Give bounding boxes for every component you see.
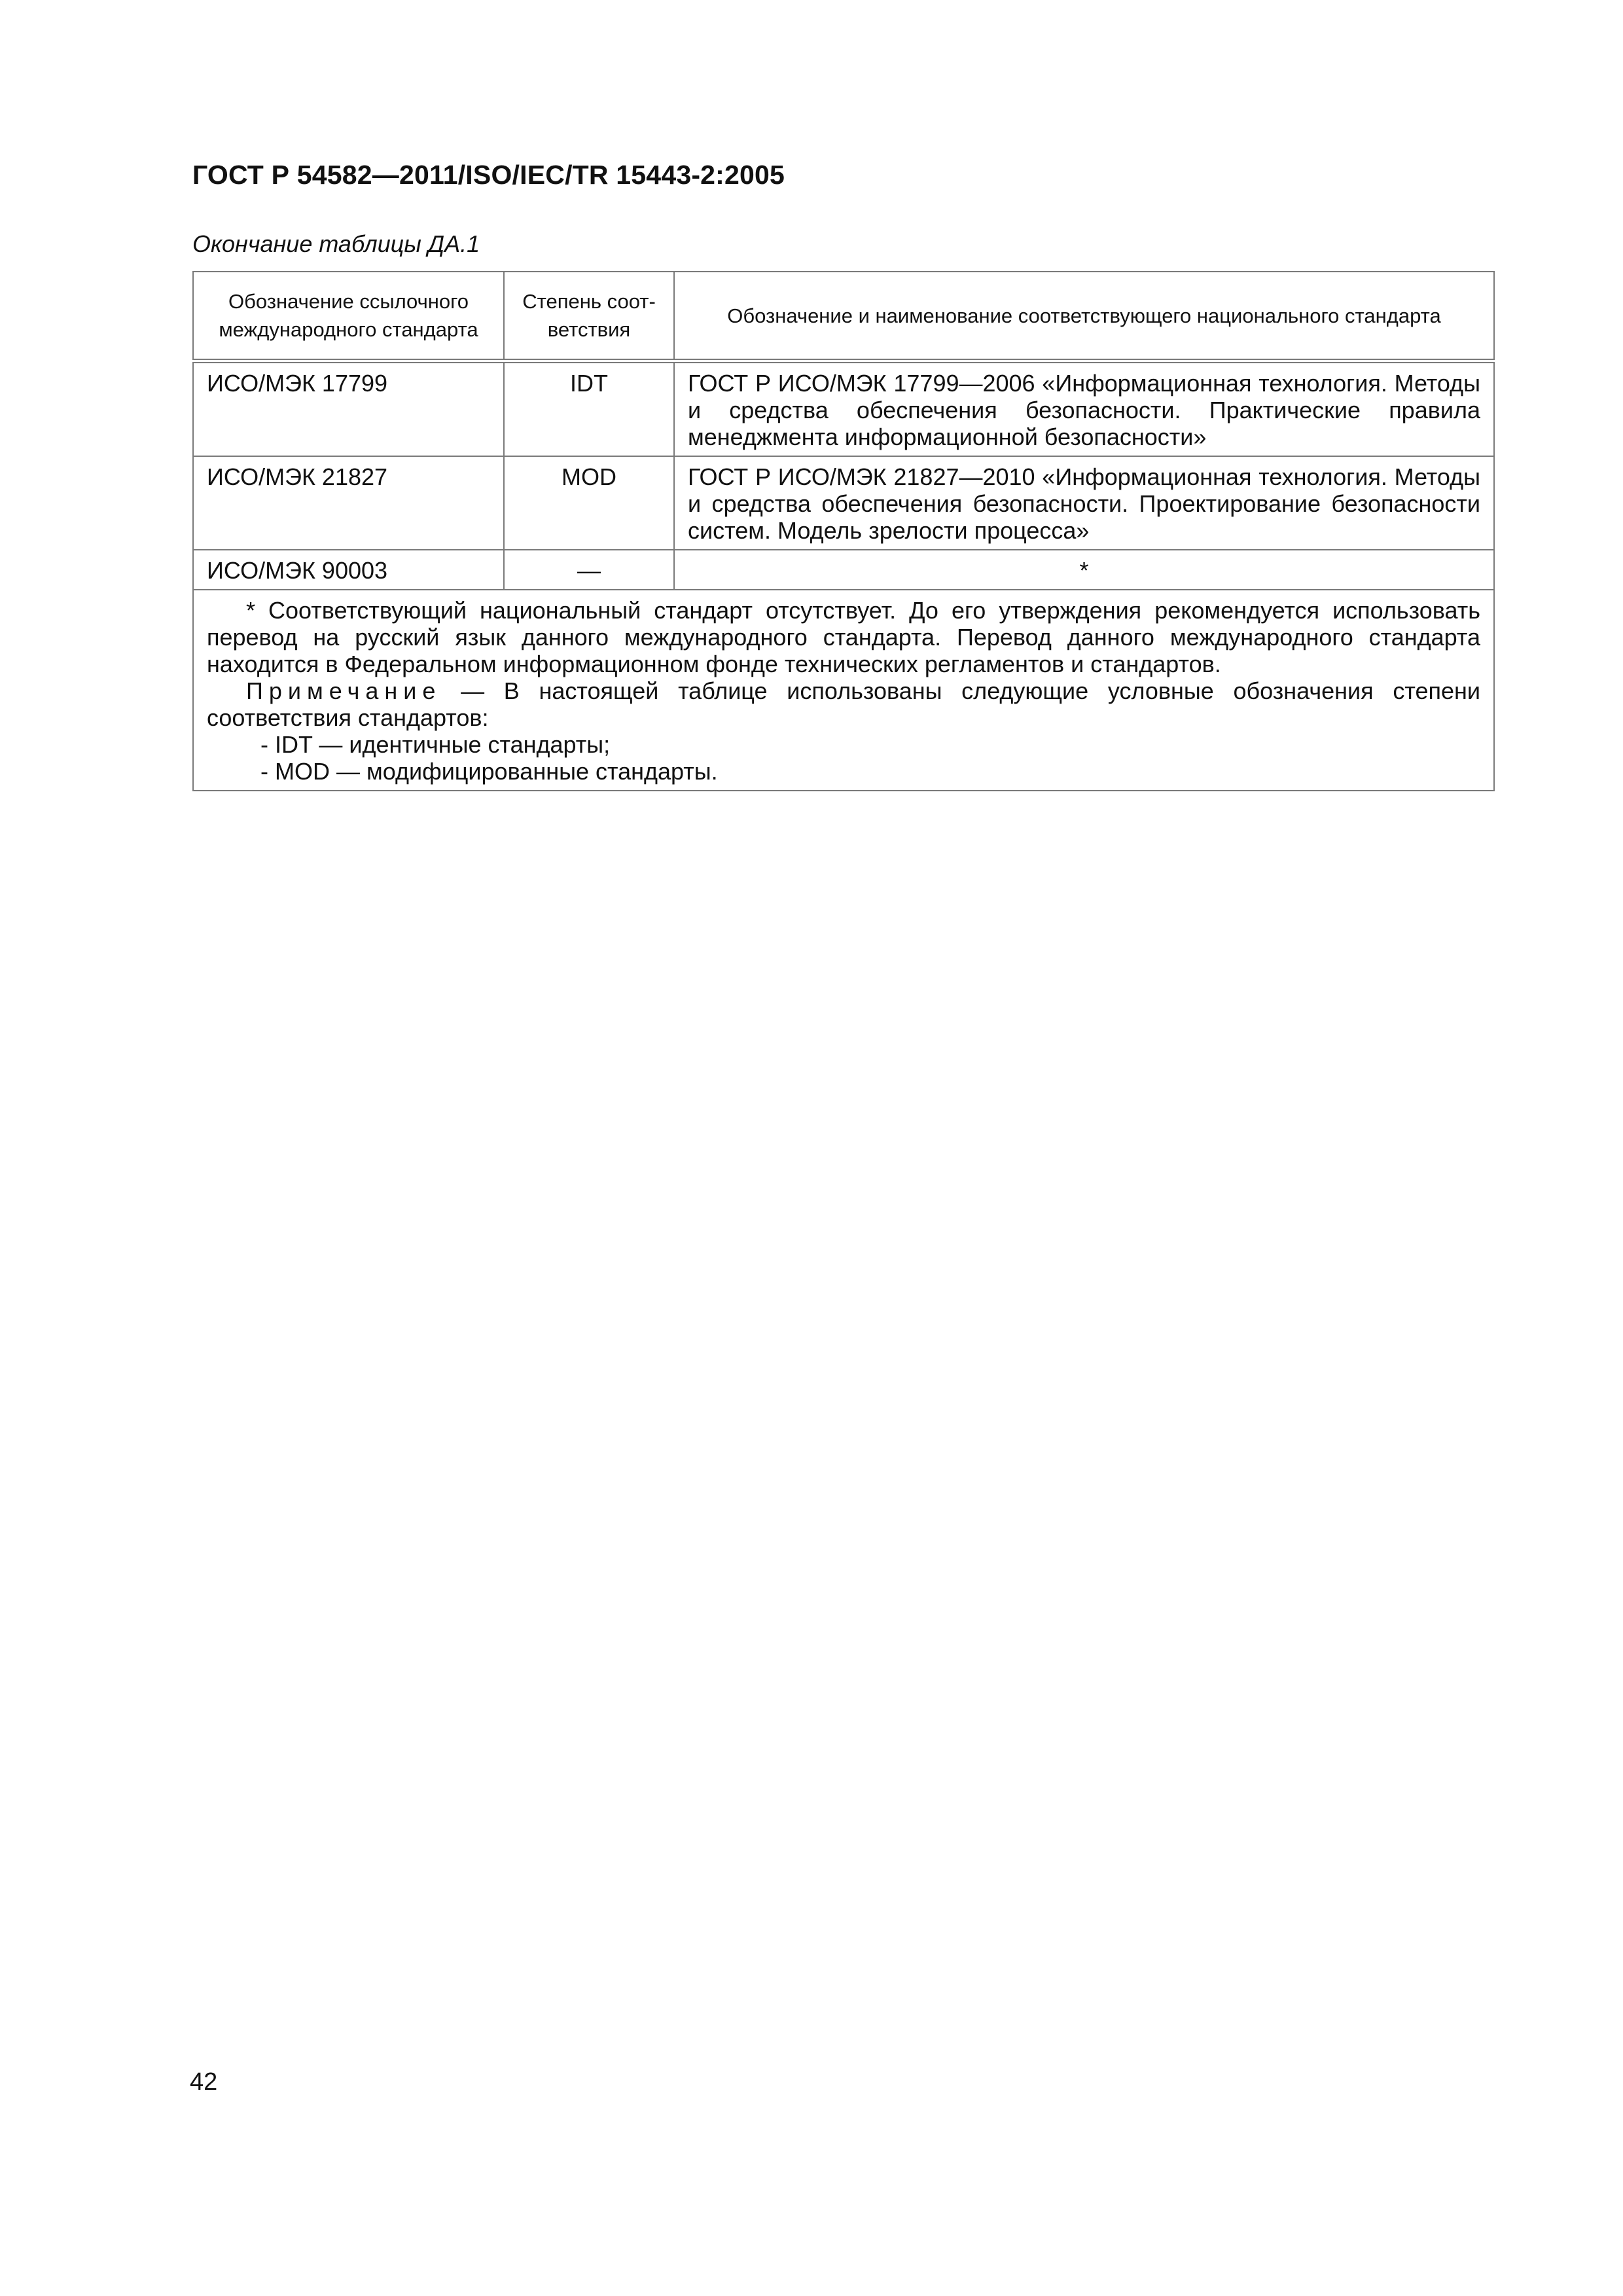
table-row (193, 550, 1494, 590)
cell-reference: ИСО/МЭК 17799 (193, 361, 504, 457)
table-row (193, 456, 1494, 550)
column-header-reference: Обозначение ссылочного международного стандарта (193, 272, 504, 361)
note-label: Примечание (246, 677, 442, 704)
table-note (207, 677, 1480, 731)
table-footer-notes (193, 590, 1494, 791)
cell-national-standard: ГОСТ Р ИСО/МЭК 21827—2010 «Информационная технология. Методы и средства обеспечения безопасности. Проектирование безопасности систем. Модель зрелости процесса» (674, 456, 1494, 550)
cell-degree: MOD (504, 456, 674, 550)
table-caption: Окончание таблицы ДА.1 (192, 230, 480, 257)
document-header: ГОСТ Р 54582—2011/ISO/IEC/TR 15443-2:2005 (192, 160, 785, 190)
table-footnote: * Соответствующий национальный стандарт отсутствует. До его утверждения рекомендуется использовать перевод на русский язык данного международного стандарта. Перевод данного международного стандарта находится в Федеральном информационном фонде технических регламентов и стандартов. (207, 597, 1480, 677)
page-number: 42 (190, 2068, 218, 2096)
cell-reference: ИСО/МЭК 21827 (193, 456, 504, 550)
table-header-row (193, 272, 1494, 361)
note-list-item: - IDT — идентичные стандарты; (260, 731, 611, 758)
cell-degree: — (504, 550, 674, 590)
column-header-degree: Степень соот-ветствия (504, 272, 674, 361)
table-container (192, 271, 1493, 791)
note-text: — В настоящей таблице использованы следующие условные обозначения степени соответствия стандартов: (207, 677, 1480, 731)
column-header-national-standard: Обозначение и наименование соответствующего национального стандарта (674, 272, 1494, 361)
note-list-item: - MOD — модифицированные стандарты. (260, 758, 718, 785)
standards-table (192, 271, 1495, 791)
table-row (193, 361, 1494, 457)
cell-reference: ИСО/МЭК 90003 (193, 550, 504, 590)
cell-national-standard: * (674, 550, 1494, 590)
cell-national-standard: ГОСТ Р ИСО/МЭК 17799—2006 «Информационная технология. Методы и средства обеспечения безопасности. Практические правила менеджмента информационной безопасности» (674, 361, 1494, 457)
cell-degree: IDT (504, 361, 674, 457)
table-footer-row (193, 590, 1494, 791)
